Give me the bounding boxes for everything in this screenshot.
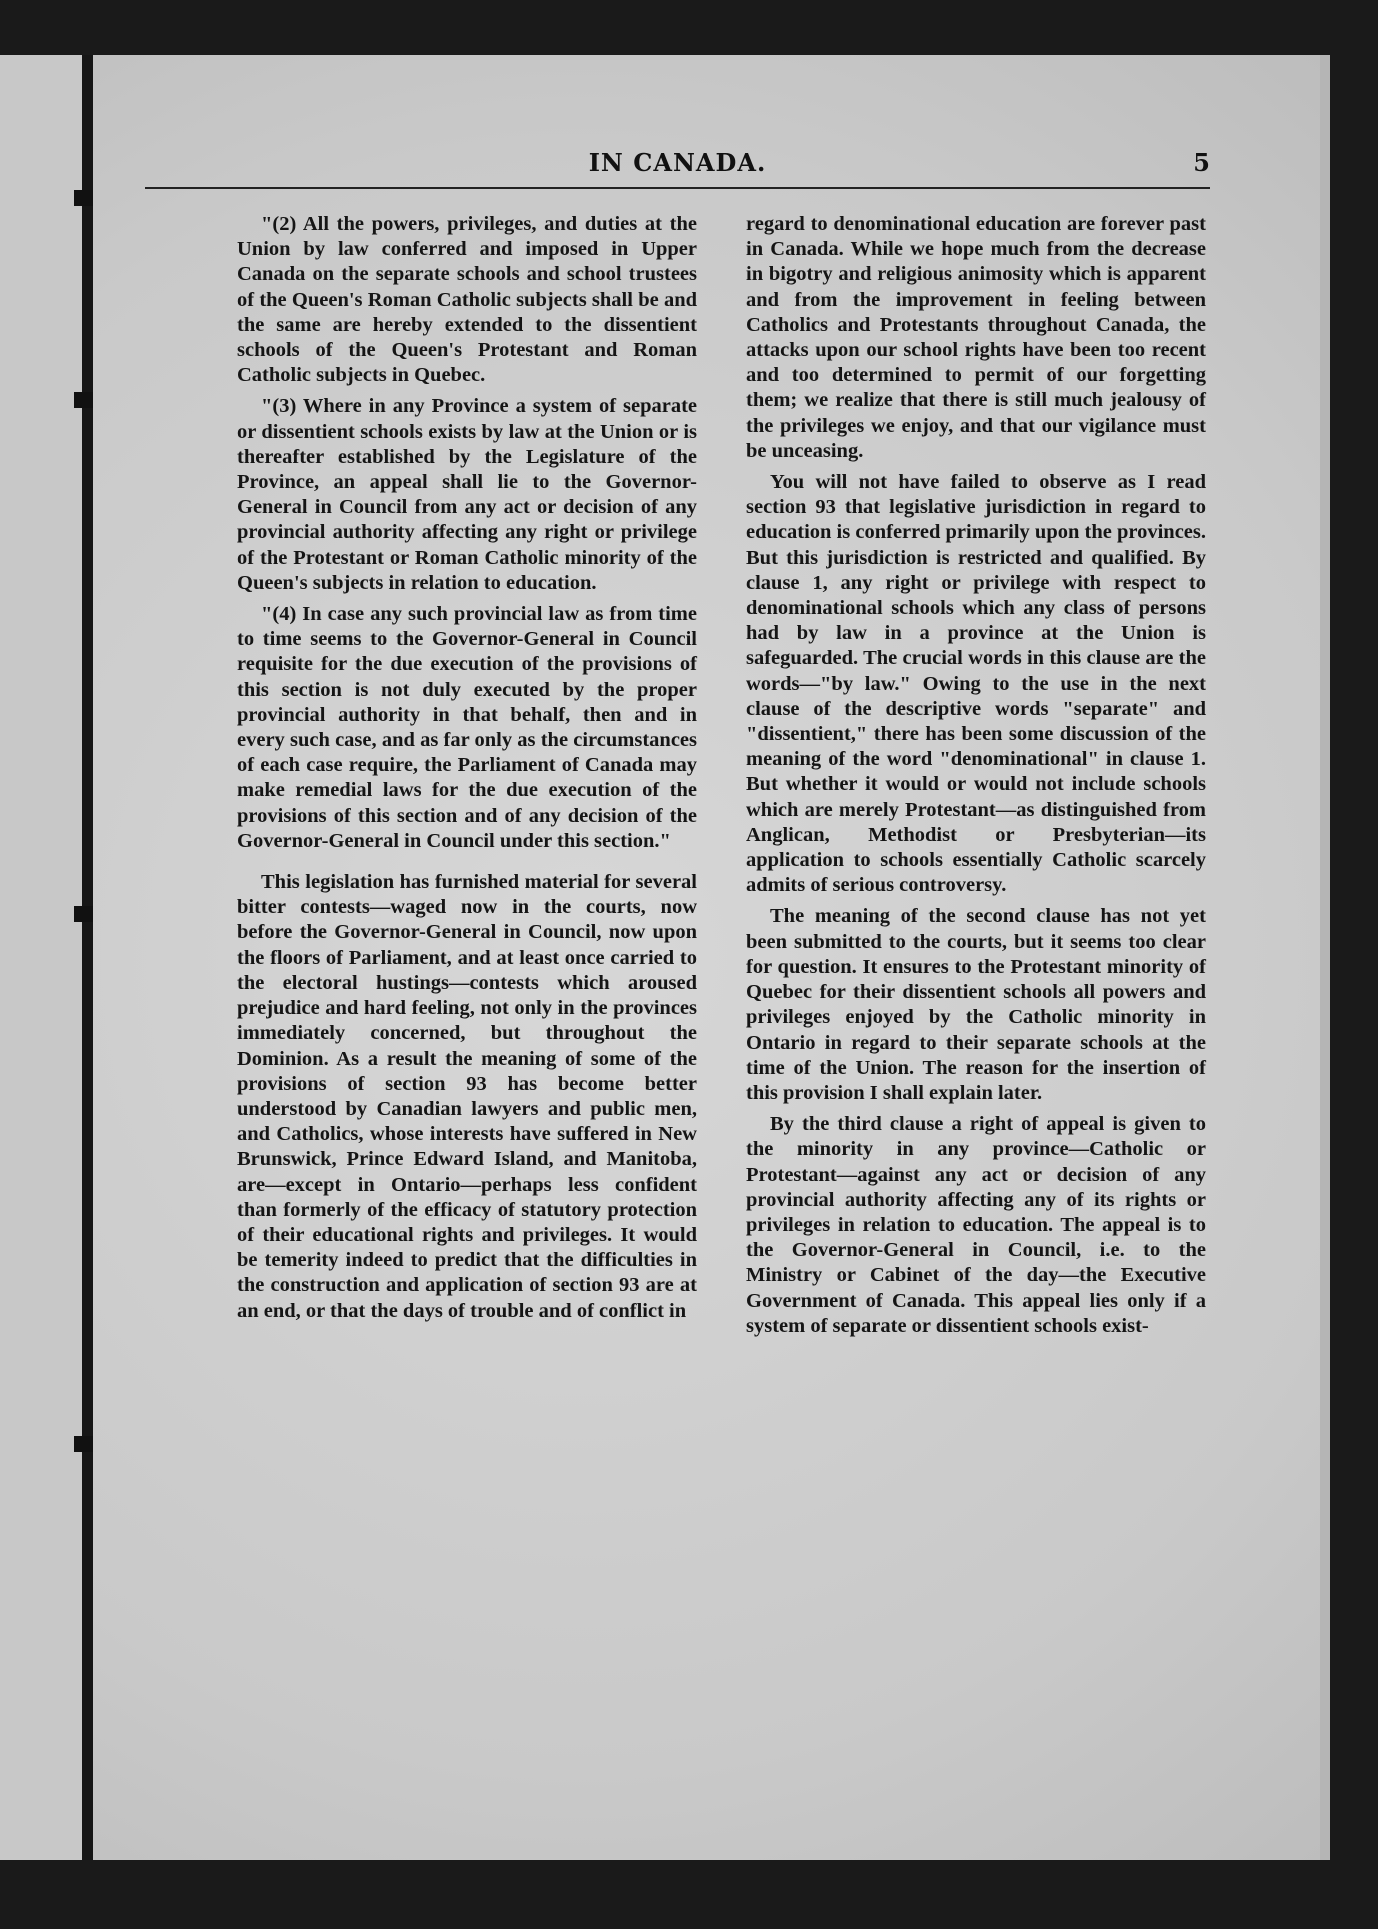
- running-title: IN CANADA.: [588, 148, 767, 177]
- paragraph-legislation: This legislation has furnished material for several bitter contests—waged now in the courts, now before the Governor-General in Council, now upon the floors of Parliament, and at least once carried to the electoral hustings—contests which aroused prejudice and hard feeling, not only in the provinces immediately concerned, but throughout the Dominion. As a result the meaning of some of the provisions of section 93 has become better understood by Canadian lawyers and public men, and Catholics, whose interests have suffered in New Brunswick, Prince Edward Island, and Manitoba, are—except in Ontario—perhaps less confident than formerly of the efficacy of statutory protection of their educational rights and privileges. It would be temerity indeed to predict that the difficulties in the construction and application of section 93 are at an end, or that the days of trouble and of conflict in: [237, 871, 697, 1322]
- paragraph-third-clause: By the third clause a right of appeal is given to the minority in any province—Catholic or Protestant—against any act or decision of any provincial authority affecting any of its rights or privileges in relation to education. The appeal is to the Governor-General in Council, i.e. to the Ministry or Cabinet of the day—the Executive Government of Canada. This appeal lies only if a system of separate or dissentient schools exist-: [746, 1113, 1206, 1337]
- paragraph-clause-4: "(4) In case any such provincial law as from time to time seems to the Governor-General in Council requisite for the due execution of the provisions of this section is not duly executed by the proper provincial authority in that behalf, then and in every such case, and as far only as the circumstances of each case require, the Parliament of Canada may make remedial laws for the due execution of the provisions of this section and of any decision of the Governor-General in Council under this section.": [237, 603, 697, 852]
- page-number: 5: [1193, 148, 1210, 177]
- page-right-edge: [1320, 55, 1330, 1860]
- header-rule: [145, 187, 1210, 189]
- binding-spine: [82, 55, 93, 1860]
- paragraph-continued: regard to denominational education are forever past in Canada. While we hope much from the decrease in bigotry and religious animosity which is apparent and from the improvement in feeling between Catholics and Protestants throughout Canada, the attacks upon our school rights have been too recent and too determined to permit of our forgetting them; we realize that there is still much jealousy of the privileges we enjoy, and that our vigilance must be unceasing.: [746, 213, 1206, 462]
- paragraph-second-clause: The meaning of the second clause has not yet been submitted to the courts, but it seems too clear for question. It ensures to the Protestant minority of Quebec for their dissentient schools all powers and privileges enjoyed by the Catholic minority in Ontario in regard to their separate schools at the time of the Union. The reason for the insertion of this provision I shall explain later.: [746, 905, 1206, 1104]
- paragraph-section-93: You will not have failed to observe as I read section 93 that legislative jurisdiction in regard to education is conferred primarily upon the provinces. But this jurisdiction is restricted and qualified. By clause 1, any right or privilege with respect to denominational schools which any class of persons had by law in a province at the Union is safeguarded. The crucial words in this clause are the words—"by law." Owing to the use in the next clause of the descriptive words "separate" and "dissentient," there has been some discussion of the meaning of the word "denominational" in clause 1. But whether it would or would not include schools which are merely Protestant—as distinguished from Anglican, Methodist or Presbyterian—its application to schools essentially Catholic scarcely admits of serious controversy.: [746, 471, 1206, 897]
- scan-left-margin: [0, 55, 92, 1860]
- paragraph-clause-3: "(3) Where in any Province a system of separate or dissentient schools exists by law at the Union or is thereafter established by the Legislature of the Province, an appeal shall lie to the Governor-General in Council from any act or decision of any provincial authority affecting any right or privilege of the Protestant or Roman Catholic minority of the Queen's subjects in relation to education.: [237, 395, 697, 594]
- paragraph-clause-2: "(2) All the powers, privileges, and duties at the Union by law conferred and imposed in Upper Canada on the separate schools and school trustees of the Queen's Roman Catholic subjects shall be and the same are hereby extended to the dissentient schools of the Queen's Protestant and Roman Catholic subjects in Quebec.: [237, 213, 697, 387]
- right-column: [746, 212, 1206, 1345]
- left-column: [237, 212, 697, 1330]
- page-header: [145, 92, 1210, 188]
